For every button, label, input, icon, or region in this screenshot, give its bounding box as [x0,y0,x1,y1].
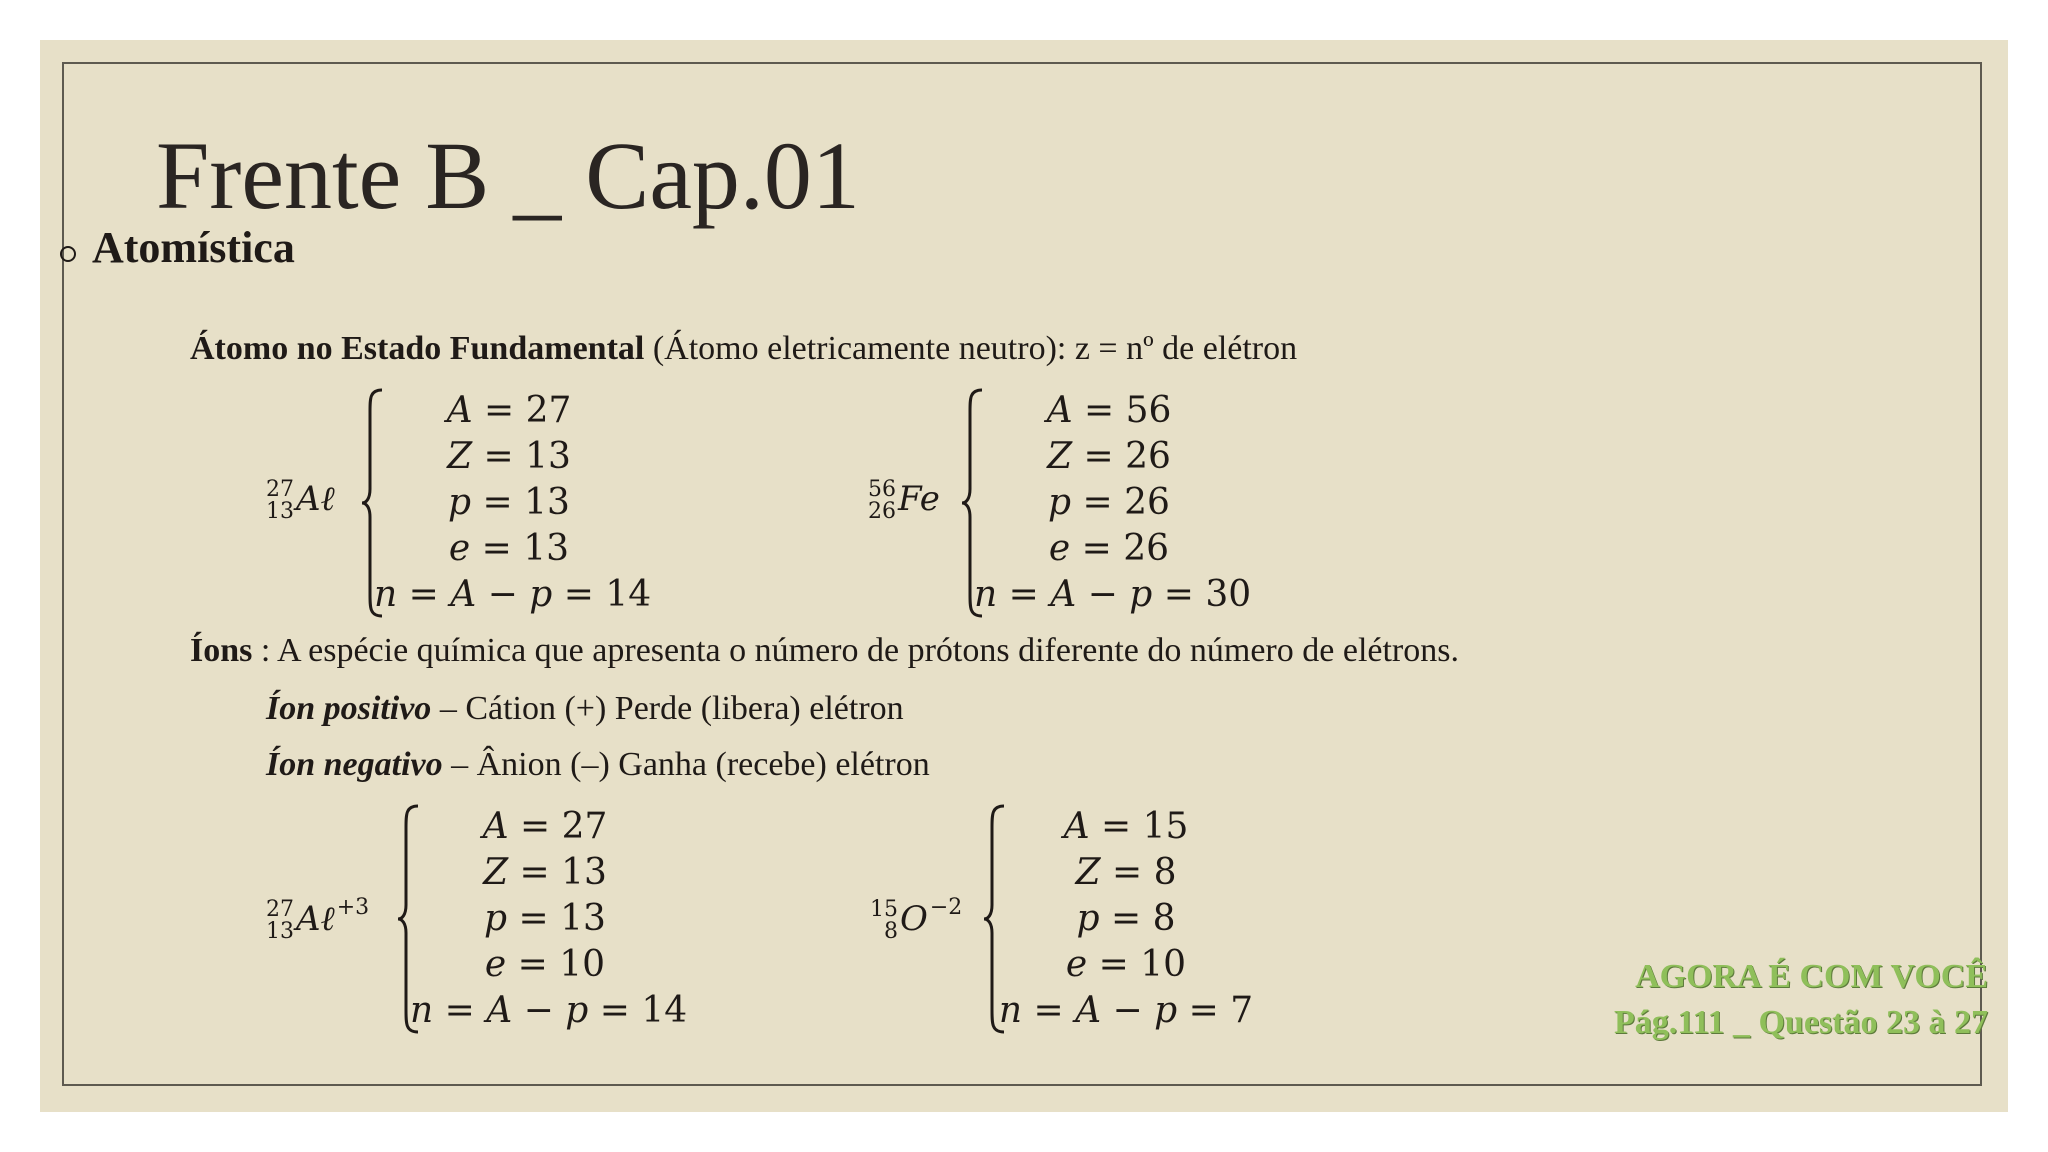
equation-rhs: = 10 [506,944,606,985]
equation-lhs: n = A − p [974,574,1153,615]
atomic-number: 13 [266,499,294,524]
nuclide-scripts [870,899,898,943]
equation-rhs: = 13 [507,898,606,939]
nuclide-symbol [266,895,369,943]
positive-ion-line [266,690,904,728]
nuclide-scripts [266,899,294,943]
negative-ion-line [266,746,930,784]
fundamental-state-label: Átomo no Estado Fundamental [190,330,645,367]
atomic-number: 13 [266,919,294,944]
equation-row [410,896,680,942]
equation-lhs: e [1065,944,1088,985]
ions-label: Íons [190,632,253,669]
equation-rhs: = 8 [1100,852,1177,893]
equation-row [974,526,1244,572]
equation-rhs: = 56 [1072,390,1172,431]
element-symbol: Aℓ [296,899,335,939]
equation-rhs: = 14 [552,574,652,615]
equation-rhs: = 14 [588,990,688,1031]
equation-rhs: = 13 [470,528,570,569]
equation-lhs: A [482,806,509,847]
equation-lhs: p [448,482,472,523]
mass-number: 56 [868,477,896,502]
atomic-number: 8 [884,919,898,944]
atomic-number: 26 [868,499,896,524]
nuclide-symbol [868,479,940,523]
equation-rhs: = 27 [508,806,608,847]
positive-ion-desc: – Cátion (+) Perde (libera) elétron [431,690,904,727]
ion-charge: +3 [336,895,370,920]
equation-lhs: n = A − p [998,990,1178,1031]
equation-row [996,896,1256,942]
fundamental-state-line [190,330,1297,368]
nuclide-symbol [266,479,335,523]
equation-lhs: A [1046,390,1073,431]
equation-row [996,804,1256,850]
equation-rhs: = 10 [1087,944,1187,985]
equation-row [410,942,680,988]
negative-ion-label: Íon negativo [266,746,443,783]
ion-charge: −2 [929,895,963,920]
element-symbol: Aℓ [296,479,335,519]
equation-rhs: = 8 [1099,898,1176,939]
equation-list [374,388,652,618]
equation-lhs: Z [1047,436,1073,477]
equation-rhs: = 30 [1152,574,1252,615]
ions-desc: : A espécie química que apresenta o número de prótons diferente do número de elétrons. [252,632,1459,669]
equation-row [974,388,1244,434]
equation-lhs: Z [447,436,473,477]
equation-row [374,526,644,572]
equation-row [374,434,644,480]
equation-lhs: p [1076,898,1100,939]
equation-row [410,988,688,1034]
equation-row [996,942,1256,988]
callout-title: AGORA É COM VOCÊ [1635,958,1988,995]
equation-lhs: e [1048,528,1071,569]
equation-row [410,804,680,850]
mass-number: 27 [266,897,294,922]
equation-list [974,388,1252,618]
equation-lhs: p [1048,482,1072,523]
equation-rhs: = 27 [472,390,572,431]
callout-page-ref: Pág.111 _ Questão 23 à 27 [1613,1004,1988,1041]
nuclide-symbol [870,895,962,943]
equation-row [974,572,1252,618]
equation-lhs: e [484,944,507,985]
fundamental-state-desc: (Átomo eletricamente neutro): z = nº de elétron [644,330,1298,367]
nuclide-scripts [868,479,896,523]
nuclide-scripts [266,479,294,523]
equation-rhs: = 26 [1072,436,1171,477]
equation-rhs: = 26 [1071,482,1170,523]
bullet-circle-icon [60,246,76,262]
equation-row [974,434,1244,480]
bullet-heading [60,222,295,273]
equation-lhs: e [448,528,471,569]
equation-lhs: Z [483,852,509,893]
equation-rhs: = 13 [508,852,607,893]
equation-lhs: n = A − p [410,990,589,1031]
equation-rhs: = 15 [1089,806,1189,847]
equation-row [374,388,644,434]
equation-lhs: n = A − p [374,574,553,615]
equation-lhs: p [484,898,508,939]
equation-row [974,480,1244,526]
equation-row [410,850,680,896]
equation-list [410,804,688,1034]
equation-row [996,850,1256,896]
equation-row [996,988,1256,1034]
equation-lhs: A [1063,806,1090,847]
positive-ion-label: Íon positivo [266,690,432,727]
equation-row [374,480,644,526]
equation-rhs: = 7 [1177,990,1254,1031]
equation-rhs: = 13 [472,436,571,477]
equation-row [374,572,652,618]
negative-ion-desc: – Ânion (–) Ganha (recebe) elétron [442,746,930,783]
equation-lhs: Z [1075,852,1101,893]
mass-number: 15 [870,897,898,922]
mass-number: 27 [266,477,294,502]
slide-title: Frente B _ Cap.01 [156,122,860,229]
equation-rhs: = 26 [1070,528,1170,569]
element-symbol: O [900,899,928,939]
bullet-text: Atomística [92,223,295,272]
ions-definition-line [190,632,1459,670]
equation-lhs: A [446,390,473,431]
element-symbol: Fe [898,479,940,519]
equation-rhs: = 13 [471,482,570,523]
equation-list [996,804,1256,1034]
